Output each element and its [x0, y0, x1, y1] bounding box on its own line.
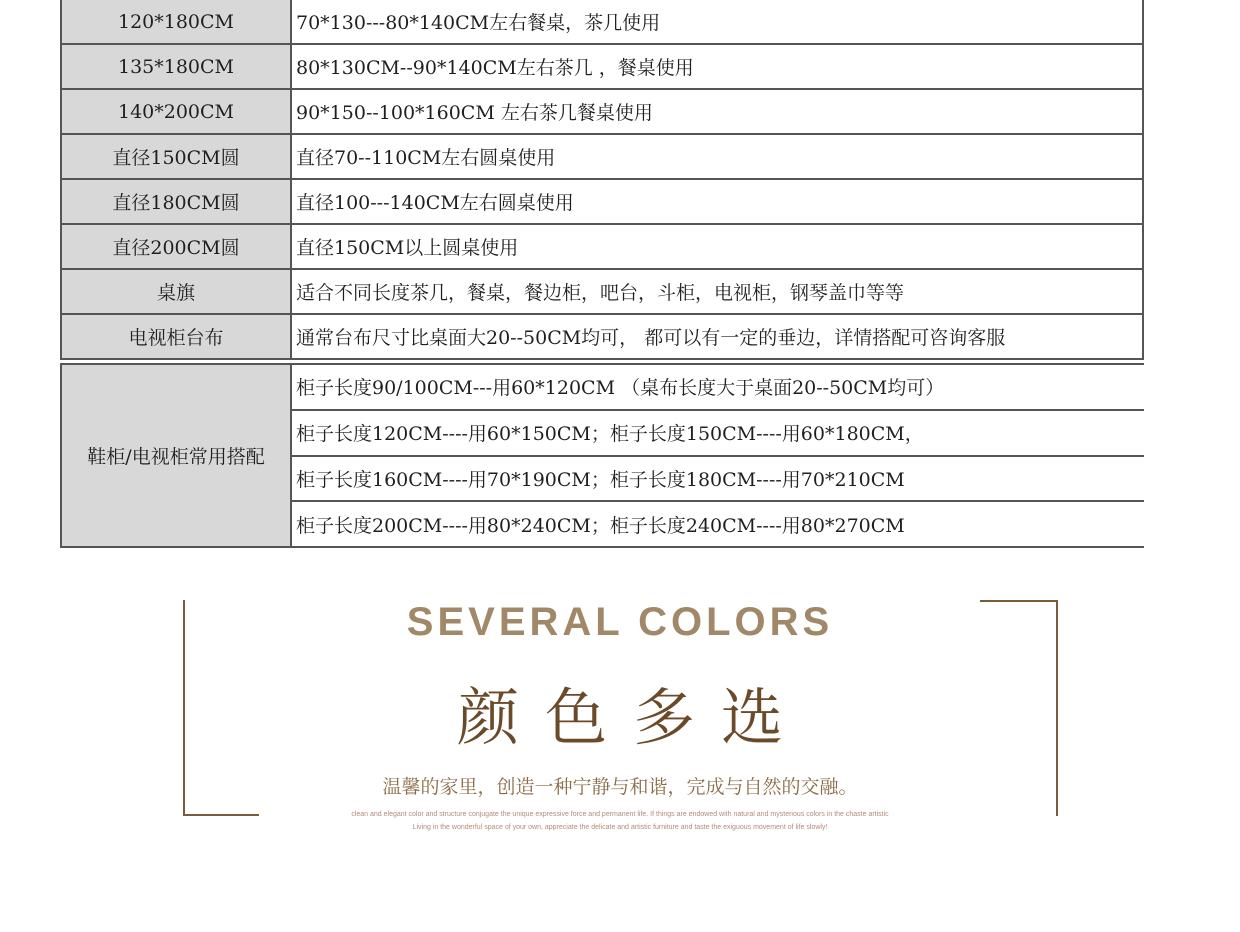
size-cell: 电视柜台布 [62, 315, 292, 358]
usage-cell: 直径150CM以上圆桌使用 [296, 237, 519, 259]
table-row [62, 0, 1142, 43]
cabinet-rows [292, 365, 1144, 546]
table-row [62, 133, 1142, 178]
usage-cell: 适合不同长度茶几，餐桌，餐边柜，吧台，斗柜，电视柜，钢琴盖巾等等 [296, 282, 905, 304]
cabinet-row: 柜子长度160CM----用70*190CM；柜子长度180CM----用70*210CM [292, 455, 1144, 501]
table-row [62, 88, 1142, 133]
usage-cell: 90*150--100*160CM 左右茶几餐桌使用 [296, 102, 653, 124]
fine-print-line: clean and elegant color and structure conjugate the unique expressive force and permanent life. If things are endowed with natural and mysterious colors in the chaste artistic [351, 811, 889, 818]
table-row [62, 178, 1142, 223]
size-cell: 直径150CM圆 [62, 135, 292, 178]
usage-cell: 通常台布尺寸比桌面大20--50CM均可， 都可以有一定的垂边，详情搭配可咨询客服 [296, 327, 1006, 349]
table-row [62, 313, 1142, 358]
size-cell: 135*180CM [62, 45, 292, 88]
usage-cell: 80*130CM--90*140CM左右茶几 ，餐桌使用 [296, 57, 694, 79]
section-title-en: SEVERAL COLORS [406, 600, 834, 644]
usage-cell: 70*130---80*140CM左右餐桌，茶几使用 [296, 12, 661, 34]
table-row [62, 223, 1142, 268]
usage-cell: 直径70--110CM左右圆桌使用 [296, 147, 556, 169]
section-title-cn: 颜色多选 [456, 681, 809, 754]
table-row [62, 268, 1142, 313]
size-cell: 140*200CM [62, 90, 292, 133]
size-cell: 120*180CM [62, 0, 292, 43]
size-cell: 直径180CM圆 [62, 180, 292, 223]
size-table [60, 0, 1144, 360]
usage-cell: 直径100---140CM左右圆桌使用 [296, 192, 574, 214]
cabinet-row: 柜子长度200CM----用80*240CM；柜子长度240CM----用80*270CM [292, 500, 1144, 546]
fine-print-line: Living in the wonderful space of your own, appreciate the delicate and artistic furniture and taste the exiguous movement of life slowly! [412, 824, 828, 831]
cabinet-label-cell: 鞋柜/电视柜常用搭配 [62, 365, 292, 546]
cabinet-table [60, 363, 1144, 548]
table-row [62, 43, 1142, 88]
size-cell: 桌旗 [62, 270, 292, 313]
cabinet-row: 柜子长度90/100CM---用60*120CM （桌布长度大于桌面20--50CM均可） [296, 377, 945, 400]
cabinet-row: 柜子长度120CM----用60*150CM；柜子长度150CM----用60*180CM， [292, 409, 1144, 455]
size-cell: 直径200CM圆 [62, 225, 292, 268]
section-slogan: 温馨的家里，创造一种宁静与和谐，完成与自然的交融。 [382, 776, 858, 798]
